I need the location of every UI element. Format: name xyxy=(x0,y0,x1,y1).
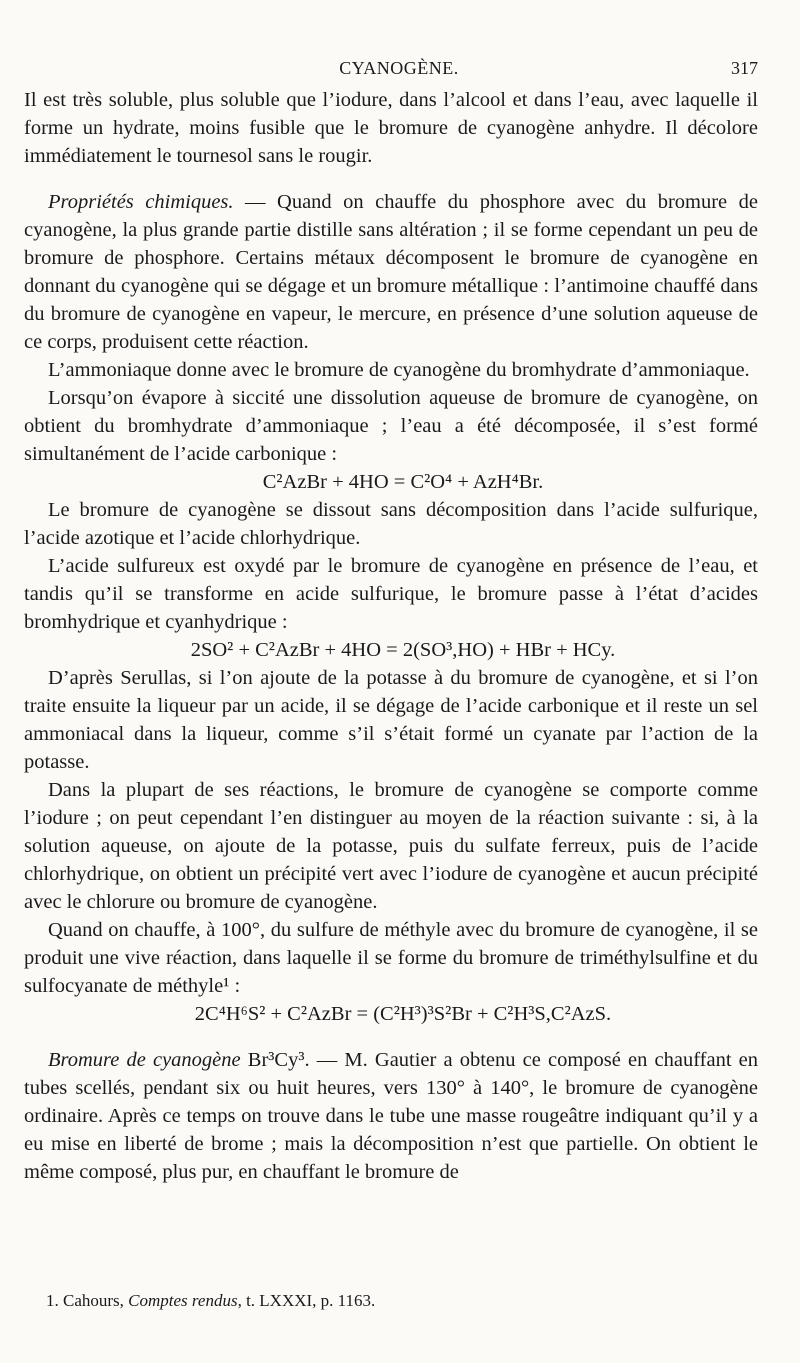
paragraph-sulfurous-acid: L’acide sulfureux est oxydé par le bromure de cyanogène en présence de l’eau, et tandis qu’il se transforme en acide sulfurique, le bromure passe à l’état d’acides bromhydrique et cyanhydrique : xyxy=(24,555,758,633)
section-heading-chemical-properties: Propriétés chimiques. xyxy=(48,191,234,213)
paragraph-acids: Le bromure de cyanogène se dissout sans décomposition dans l’acide sulfurique, l’acide azotique et l’acide chlorhydrique. xyxy=(24,499,758,549)
footnote-reference: , t. LXXXI, p. 1163. xyxy=(237,1291,376,1310)
footnote-number: 1. xyxy=(46,1291,59,1310)
paragraph-ammonia: L’ammoniaque donne avec le bromure de cyanogène du bromhydrate d’ammoniaque. xyxy=(48,359,750,381)
running-title: CYANOGÈNE. xyxy=(339,58,459,78)
footnote xyxy=(46,1290,758,1312)
running-header xyxy=(40,58,758,88)
paragraph-serullas: D’après Serullas, si l’on ajoute de la potasse à du bromure de cyanogène, et si l’on traite ensuite la liqueur par un acide, il se dégage de l’acide carbonique et il reste un sel ammoniacal dans la liqueur, comme s’il s’était formé un cyanate par l’action de la potasse. xyxy=(24,667,758,773)
paragraph-chemical-properties xyxy=(24,188,758,356)
paragraph-text: — M. Gautier a obtenu ce composé en chauffant en tubes scellés, pendant six ou huit heures, vers 130° à 140°, le bromure de cyanogène ordinaire. Après ce temps on trouve dans le tube une masse rougeâtre indiquant qu’il y a eu mise en liberté de brome ; mais la décomposition n’est que partielle. On obtient le même composé, plus pur, en chauffant le bromure de xyxy=(24,1049,759,1183)
footnote-journal: Comptes rendus xyxy=(128,1291,238,1310)
section-heading-tribromide: Bromure de cyanogène xyxy=(48,1049,241,1071)
paragraph-methyl-sulfide: Quand on chauffe, à 100°, du sulfure de méthyle avec du bromure de cyanogène, il se produit une vive réaction, dans laquelle il se forme du bromure de triméthylsulfine et du sulfocyanate de méthyle¹ : xyxy=(24,919,758,997)
paragraph-text: — Quand on chauffe du phosphore avec du bromure de cyanogène, la plus grande partie distille sans altération ; il se forme cependant un peu de bromure de phosphore. Certains métaux décomposent le bromure de cyanogène en donnant du cyanogène qui se dégage et un bromure métallique : l’antimoine chauffé dans du bromure de cyanogène en vapeur, le mercure, en présence d’une solution aqueuse de ce corps, produisent cette réaction. xyxy=(24,191,758,353)
paragraph-reactions: Dans la plupart de ses réactions, le bromure de cyanogène se comporte comme l’iodure ; on peut cependant l’en distinguer au moyen de la réaction suivante : si, à la solution aqueuse, on ajoute de la potasse, puis du sulfate ferreux, puis de l’acide chlorhydrique, on obtient un précipité vert avec l’iodure de cyanogène et aucun précipité avec le chlorure ou bromure de cyanogène. xyxy=(24,779,758,913)
footnote-author: Cahours, xyxy=(58,1291,129,1310)
tribromide-formula: Br³Cy³. xyxy=(240,1049,310,1071)
body-text xyxy=(24,86,758,1186)
paragraph-solubility: Il est très soluble, plus soluble que l’iodure, dans l’alcool et dans l’eau, avec laquelle il forme un hydrate, moins fusible que le bromure de cyanogène anhydre. Il décolore immédiatement le tournesol sans le rougir. xyxy=(24,89,758,167)
paragraph-evaporation: Lorsqu’on évapore à siccité une dissolution aqueuse de bromure de cyanogène, on obtient du bromhydrate d’ammoniaque ; l’eau a été décomposée, il s’est formé simultanément de l’acide carbonique : xyxy=(24,387,758,465)
equation-2: 2SO² + C²AzBr + 4HO = 2(SO³,HO) + HBr + HCy. xyxy=(190,639,616,661)
equation-1: C²AzBr + 4HO = C²O⁴ + AzH⁴Br. xyxy=(262,471,544,493)
paragraph-tribromide xyxy=(24,1046,758,1186)
page-number: 317 xyxy=(731,58,758,78)
equation-3: 2C⁴H⁶S² + C²AzBr = (C²H³)³S²Br + C²H³S,C²AzS. xyxy=(194,1003,612,1025)
